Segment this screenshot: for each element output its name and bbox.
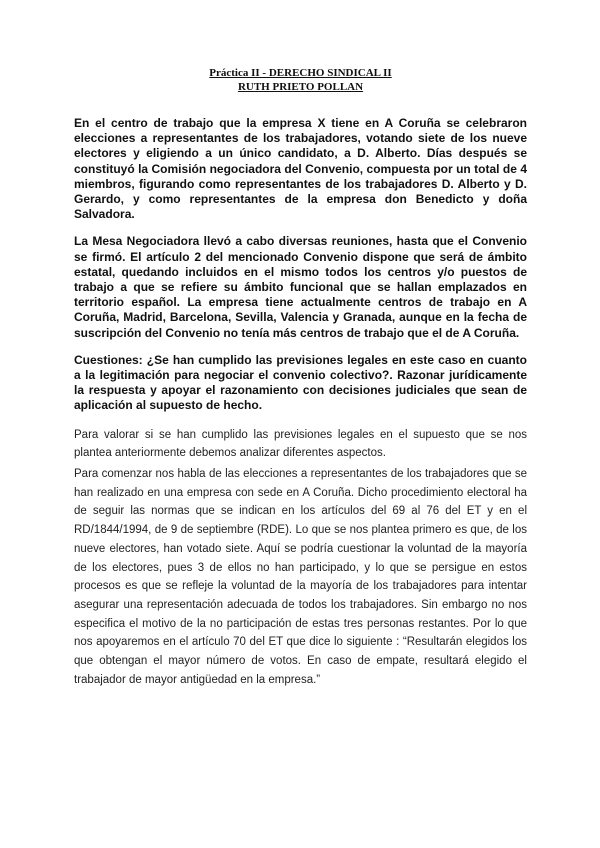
answer-paragraph: Para comenzar nos habla de las elecciones a representantes de los trabajadores que se han realizado en una empresa con sede en A Coruña. Dicho procedimiento electoral ha de seguir las normas que se indican en los artículos del 69 al 76 del ET y en el RD/1844/1994, de 9 de septiembre (RDE). Lo que se nos plantea primero es que, de los nueve electores, han votado siete. Aquí se podría cuestionar la voluntad de la mayoría de los electores, pues 3 de ellos no han participado, y lo que se persigue en estos procesos es que se refleje la voluntad de la mayoría de los trabajadores para intentar asegurar una representación adecuada de todos los trabajadores. Sin embargo no nos especifica el motivo de la no participación de estas tres personas restantes. Por lo que nos apoyaremos en el artículo 70 del ET que dice lo siguiente : “Resultarán elegidos los que obtengan el mayor número de votos. En caso de empate, resultará elegido el trabajador de mayor antigüedad en la empresa.” — [74, 468, 527, 686]
questions-paragraph: Cuestiones: ¿Se han cumplido las previsiones legales en este caso en cuanto a la legitimación para negociar el convenio colectivo?. Razonar jurídicamente la respuesta y apoyar el razonamiento con decisiones judiciales que sean de aplicación al supuesto de hecho. — [74, 352, 527, 413]
answer-paragraph: Para valorar si se han cumplido las previsiones legales en el supuesto que se nos plantea anteriormente debemos analizar diferentes aspectos. — [74, 428, 527, 460]
document-title — [74, 66, 527, 94]
case-statement-paragraph: En el centro de trabajo que la empresa X tiene en A Coruña se celebraron elecciones a representantes de los trabajadores, votando siete de los nueve electores y eligiendo a un único candidato, a D. Alberto. Días después se constituyó la Comisión negociadora del Convenio, compuesta por un total de 4 miembros, figurando como representantes de los trabajadores D. Alberto y D. Gerardo, y como representantes de la empresa don Benedicto y doña Salvadora. — [74, 116, 527, 222]
title-line-2: RUTH PRIETO POLLAN — [237, 81, 364, 93]
title-line-1: Práctica II - DERECHO SINDICAL II — [209, 67, 392, 79]
case-statement-paragraph: La Mesa Negociadora llevó a cabo diversas reuniones, hasta que el Convenio se firmó. El artículo 2 del mencionado Convenio dispone que será de ámbito estatal, quedando incluidos en el mismo todos los centros y/o puestos de trabajo a que se refiere su ámbito funcional que se hallan emplazados en territorio español. La empresa tiene actualmente centros de trabajo en A Coruña, Madrid, Barcelona, Sevilla, Valencia y Granada, aunque en la fecha de suscripción del Convenio no tenía más centros de trabajo que el de A Coruña. — [74, 234, 527, 340]
